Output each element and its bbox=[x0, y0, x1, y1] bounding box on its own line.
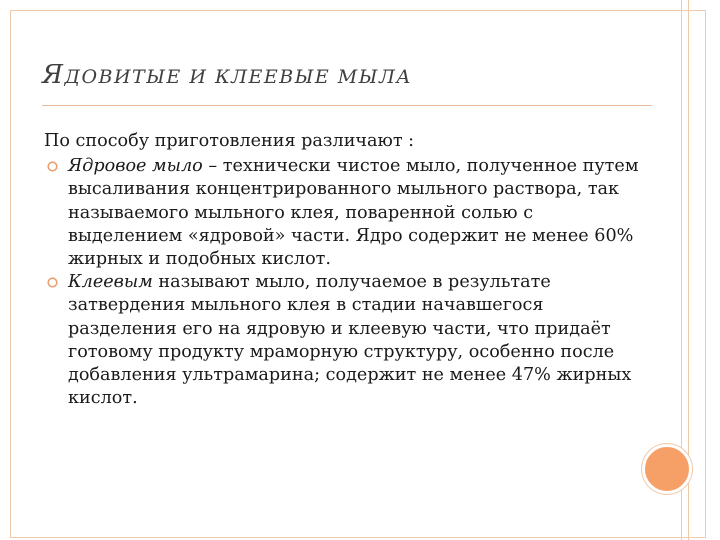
item-lead: Клеевым bbox=[68, 272, 153, 293]
open-circle-bullet-icon bbox=[47, 277, 58, 288]
orange-circle-icon bbox=[642, 444, 692, 494]
item-text: – технически чистое мыло, полученное путем высаливания концентрированного мыльного раствора, так называемого мыльного клея, поваренной солью с выделением «ядровой» части. Ядро содержит не менее 60% жирных и подобных кислот. bbox=[68, 156, 639, 270]
intro-text: По способу приготовления различают : bbox=[44, 131, 415, 151]
open-circle-bullet-icon bbox=[47, 161, 58, 172]
slide-body bbox=[44, 130, 644, 410]
item-text: называют мыло, получаемое в результате затвердения мыльного клея в стадии начавшегося разделения его на ядровую и клеевую части, что придаёт готовому продукту мраморную структуру, особенно после добавления ультрамарина; содержит не менее 47% жирных кислот. bbox=[68, 272, 632, 409]
list-item bbox=[44, 271, 644, 410]
item-lead: Ядровое мыло bbox=[68, 156, 203, 177]
title-underline bbox=[42, 105, 652, 106]
title-first-letter: Я bbox=[42, 60, 65, 90]
title-rest: ДОВИТЫЕ И КЛЕЕВЫЕ МЫЛА bbox=[64, 66, 413, 88]
list-item bbox=[44, 155, 644, 271]
slide-title bbox=[42, 60, 412, 90]
